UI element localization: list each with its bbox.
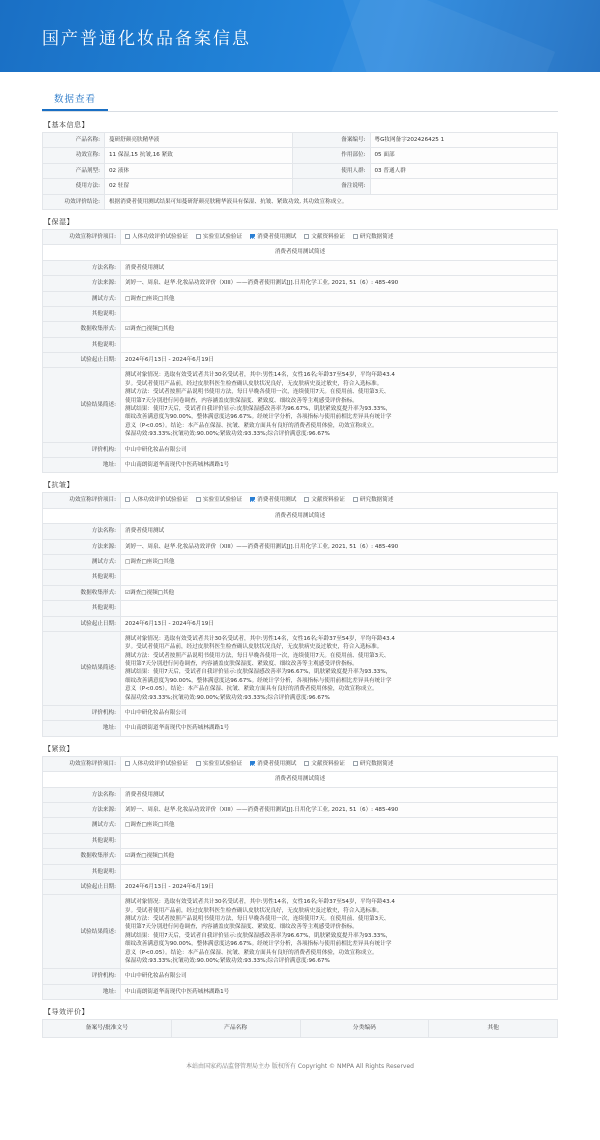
checkbox-label: 实验室试验验证 bbox=[202, 497, 243, 504]
tab-data-view[interactable]: 数据查看 bbox=[42, 88, 108, 111]
value-test-field: 2024年6月13日 - 2024年6月19日 bbox=[121, 616, 558, 631]
checkbox-icon[interactable] bbox=[353, 761, 358, 766]
label-test-field: 其他说明: bbox=[43, 306, 121, 321]
value-test-field: 刘婷一、周泉、赵华.化妆品功效评价（XIII）——消费者使用测试[J].日用化学工业, 2021, 51（6）: 485-490 bbox=[121, 539, 558, 554]
col-record-number: 备案号/批准文号 bbox=[43, 1020, 172, 1038]
value-test-field: 2024年6月13日 - 2024年6月19日 bbox=[121, 879, 558, 894]
table-row bbox=[43, 570, 558, 585]
section-title-efficacy: 【抗皱】 bbox=[44, 481, 74, 490]
value-test-field: ☑调查□视频□其他 bbox=[121, 322, 558, 337]
result-line: 测试方法：受试者按照产品说明书使用方法，每日早晚各使用一次，连续使用7天。在使用前、使用第3天、 bbox=[125, 916, 390, 923]
label-record-number: 备案编号: bbox=[292, 133, 370, 148]
label-eval-org: 评价机构: bbox=[43, 706, 121, 721]
checkbox-option[interactable] bbox=[125, 761, 188, 767]
value-efficacy-claim: 11 保湿,15 抗皱,16 紧致 bbox=[105, 148, 293, 163]
label-test-field: 方法来源: bbox=[43, 802, 121, 817]
label-efficacy-conclusion: 功效评价结论: bbox=[43, 194, 105, 209]
table-row bbox=[43, 245, 558, 260]
col-category-code: 分类编码 bbox=[300, 1020, 429, 1038]
table-row bbox=[43, 539, 558, 554]
checkbox-label: 人体功效评价试验验证 bbox=[132, 760, 188, 767]
efficacy-table bbox=[42, 756, 558, 1000]
label-test-field: 其他说明: bbox=[43, 601, 121, 616]
checkbox-option[interactable] bbox=[304, 761, 345, 767]
value-eval-address: 中山南朗街道华南现代中医药城林湖路1号 bbox=[121, 984, 558, 999]
table-row bbox=[43, 818, 558, 833]
label-test-field: 数据收集形式: bbox=[43, 585, 121, 600]
label-result-summary: 试验结果简述: bbox=[43, 631, 121, 705]
checkbox-icon[interactable] bbox=[250, 234, 255, 239]
table-row bbox=[43, 194, 558, 209]
value-result-summary bbox=[121, 631, 558, 705]
table-row bbox=[43, 524, 558, 539]
label-test-field: 试验起止日期: bbox=[43, 879, 121, 894]
table-header-row bbox=[43, 1020, 558, 1038]
table-row bbox=[43, 616, 558, 631]
efficacy-table bbox=[42, 229, 558, 473]
section-efficacy bbox=[42, 215, 558, 473]
checkbox-icon[interactable] bbox=[250, 497, 255, 502]
label-test-field: 数据收集形式: bbox=[43, 322, 121, 337]
label-remark: 备注说明: bbox=[292, 179, 370, 194]
result-line: 岁。受试者使用产品前，经过皮肤科医生检查确认皮肤状况良好，无皮肤病史及过敏史，符合入选标准。 bbox=[125, 644, 383, 651]
result-line: 测试对象情况：选取有效受试者共计30名受试者，其中:男性14名，女性16名;年龄37至54岁，平均年龄43.4 bbox=[125, 899, 395, 906]
checkbox-label: 文献资料验证 bbox=[311, 497, 345, 504]
efficacy-sections bbox=[42, 215, 558, 1000]
checkbox-label: 人体功效评价试验验证 bbox=[132, 497, 188, 504]
label-claim-items: 功效宣称评价项目: bbox=[43, 229, 121, 244]
label-eval-address: 地址: bbox=[43, 721, 121, 736]
label-usage-method: 使用方法: bbox=[43, 179, 105, 194]
result-line: 保湿功效:93.33%;抗皱功效:90.00%;紧致功效:93.33%;综合评价满意度:96.67% bbox=[125, 431, 330, 438]
result-line: 意义（P<0.05）。结论：本产品在保湿、抗皱、紧致方面具有良好的消费者使用体验，功效宣称成立。 bbox=[125, 949, 378, 956]
value-test-field bbox=[121, 601, 558, 616]
table-row bbox=[43, 322, 558, 337]
value-test-field bbox=[121, 864, 558, 879]
value-test-field bbox=[121, 570, 558, 585]
result-line: 岁。受试者使用产品前，经过皮肤科医生检查确认皮肤状况良好，无皮肤病史及过敏史，符合入选标准。 bbox=[125, 380, 383, 387]
result-line: 测试对象情况：选取有效受试者共计30名受试者，其中:男性14名，女性16名;年龄37至54岁，平均年龄43.4 bbox=[125, 635, 395, 642]
table-row bbox=[43, 133, 558, 148]
table-row bbox=[43, 969, 558, 984]
checkbox-icon[interactable] bbox=[125, 497, 130, 502]
result-line: 细纹改善满意度为90.00%，整体满意度达96.67%。经统计学分析，各项指标与使用前相比差异具有统计学 bbox=[125, 677, 392, 684]
table-row bbox=[43, 756, 558, 771]
value-claim-items bbox=[121, 493, 558, 508]
checkbox-icon[interactable] bbox=[250, 761, 255, 766]
checkbox-icon[interactable] bbox=[304, 761, 309, 766]
section-basic-info bbox=[42, 118, 558, 210]
value-test-field: 2024年6月13日 - 2024年6月19日 bbox=[121, 353, 558, 368]
result-line: 使用第7天分别进行问卷调查，内容涵盖皮肤保湿度、紧致度、细纹改善等主观感受评价指标。 bbox=[125, 661, 358, 668]
checkbox-option[interactable] bbox=[353, 234, 394, 240]
value-usage-method: 02 驻留 bbox=[105, 179, 293, 194]
consumer-test-heading: 消费者使用测试简述 bbox=[43, 245, 558, 260]
result-line: 测试方法：受试者按照产品说明书使用方法，每日早晚各使用一次，连续使用7天。在使用前、使用第3天、 bbox=[125, 652, 390, 659]
page-title: 国产普通化妆品备案信息 bbox=[42, 28, 251, 49]
result-line: 测试结果：使用7天后，受试者自我评价显示:皮肤保湿感改善率为96.67%，肌肤紧致度提升率为93.33%， bbox=[125, 932, 392, 939]
section-efficacy bbox=[42, 742, 558, 1000]
checkbox-option[interactable] bbox=[196, 497, 242, 503]
result-line: 意义（P<0.05）。结论：本产品在保湿、抗皱、紧致方面具有良好的消费者使用体验，功效宣称成立。 bbox=[125, 422, 378, 429]
section-title-guide: 【导效评价】 bbox=[44, 1008, 89, 1017]
result-line: 意义（P<0.05）。结论：本产品在保湿、抗皱、紧致方面具有良好的消费者使用体验，功效宣称成立。 bbox=[125, 686, 378, 693]
checkbox-option[interactable] bbox=[125, 497, 188, 503]
checkbox-option[interactable] bbox=[196, 234, 242, 240]
result-line: 测试方法：受试者按照产品说明书使用方法，每日早晚各使用一次，连续使用7天。在使用前、使用第3天、 bbox=[125, 389, 390, 396]
checkbox-option[interactable] bbox=[196, 761, 242, 767]
section-title-basic: 【基本信息】 bbox=[44, 121, 89, 129]
label-test-field: 其他说明: bbox=[43, 570, 121, 585]
table-row bbox=[43, 337, 558, 352]
value-efficacy-conclusion: 根据消费者使用测试结果可知蔓研舒颜亮肤精华液具有保湿、抗皱、紧致功效, 其功效宣称成立。 bbox=[105, 194, 558, 209]
value-claim-items bbox=[121, 229, 558, 244]
table-row bbox=[43, 772, 558, 787]
table-row bbox=[43, 895, 558, 969]
value-dosage-form: 02 液体 bbox=[105, 163, 293, 178]
label-result-summary: 试验结果简述: bbox=[43, 368, 121, 442]
table-row bbox=[43, 879, 558, 894]
checkbox-icon[interactable] bbox=[304, 497, 309, 502]
table-row bbox=[43, 229, 558, 244]
result-line: 测试结果：使用7天后，受试者自我评价显示:皮肤保湿感改善率为96.67%，肌肤紧致度提升率为93.33%， bbox=[125, 406, 392, 413]
label-test-field: 其他说明: bbox=[43, 337, 121, 352]
table-row bbox=[43, 148, 558, 163]
checkbox-option[interactable] bbox=[125, 234, 188, 240]
page-footer: 本站由国家药品监督管理局主办 版权所有 Copyright © NMPA All Rights Reserved bbox=[0, 1047, 600, 1082]
table-row bbox=[43, 368, 558, 442]
checkbox-option[interactable] bbox=[304, 234, 345, 240]
label-efficacy-claim: 功效宣称: bbox=[43, 148, 105, 163]
checkbox-label: 消费者使用测试 bbox=[257, 233, 297, 240]
label-test-field: 测试方式: bbox=[43, 554, 121, 569]
value-test-field: 消费者使用测试 bbox=[121, 787, 558, 802]
guide-eval-table bbox=[42, 1019, 558, 1038]
label-claim-items: 功效宣称评价项目: bbox=[43, 756, 121, 771]
label-eval-address: 地址: bbox=[43, 984, 121, 999]
label-test-field: 方法名称: bbox=[43, 260, 121, 275]
table-row bbox=[43, 706, 558, 721]
value-application-site: 05 面部 bbox=[370, 148, 558, 163]
result-line: 使用第7天分别进行问卷调查，内容涵盖皮肤保湿度、紧致度、细纹改善等主观感受评价指标。 bbox=[125, 924, 358, 931]
table-row bbox=[43, 276, 558, 291]
result-line: 细纹改善满意度为90.00%，整体满意度达96.67%。经统计学分析，各项指标与使用前相比差异具有统计学 bbox=[125, 414, 392, 421]
table-row bbox=[43, 353, 558, 368]
value-test-field: 消费者使用测试 bbox=[121, 524, 558, 539]
label-test-field: 其他说明: bbox=[43, 864, 121, 879]
checkbox-label: 消费者使用测试 bbox=[257, 497, 297, 504]
col-product-name: 产品名称 bbox=[171, 1020, 300, 1038]
label-claim-items: 功效宣称评价项目: bbox=[43, 493, 121, 508]
value-remark bbox=[370, 179, 558, 194]
value-result-summary bbox=[121, 368, 558, 442]
value-test-field bbox=[121, 337, 558, 352]
checkbox-label: 文献资料验证 bbox=[311, 233, 345, 240]
table-row bbox=[43, 864, 558, 879]
checkbox-icon[interactable] bbox=[196, 761, 201, 766]
result-line: 使用第7天分别进行问卷调查，内容涵盖皮肤保湿度、紧致度、细纹改善等主观感受评价指标。 bbox=[125, 397, 358, 404]
label-eval-org: 评价机构: bbox=[43, 969, 121, 984]
value-test-field: □调查□座谈□其他 bbox=[121, 818, 558, 833]
checkbox-option[interactable] bbox=[353, 761, 394, 767]
value-eval-org: 中山中研化妆品有限公司 bbox=[121, 706, 558, 721]
label-test-field: 测试方式: bbox=[43, 818, 121, 833]
checkbox-label: 消费者使用测试 bbox=[257, 760, 297, 767]
value-eval-org: 中山中研化妆品有限公司 bbox=[121, 442, 558, 457]
checkbox-icon[interactable] bbox=[353, 234, 358, 239]
label-application-site: 作用部位: bbox=[292, 148, 370, 163]
checkbox-option[interactable] bbox=[250, 761, 296, 767]
table-row bbox=[43, 508, 558, 523]
value-eval-address: 中山南朗街道华南现代中医药城林湖路1号 bbox=[121, 457, 558, 472]
checkbox-option[interactable] bbox=[353, 497, 394, 503]
checkbox-icon[interactable] bbox=[125, 234, 130, 239]
section-guide-eval bbox=[42, 1005, 558, 1042]
result-line: 保湿功效:93.33%;抗皱功效:90.00%;紧致功效:93.33%;综合评价满意度:96.67% bbox=[125, 694, 330, 701]
result-line: 岁。受试者使用产品前，经过皮肤科医生检查确认皮肤状况良好，无皮肤病史及过敏史，符合入选标准。 bbox=[125, 907, 383, 914]
section-title-efficacy: 【紧致】 bbox=[44, 744, 74, 753]
table-row bbox=[43, 457, 558, 472]
checkbox-label: 研究数据简述 bbox=[359, 760, 394, 767]
table-row bbox=[43, 849, 558, 864]
table-row bbox=[43, 442, 558, 457]
table-row bbox=[43, 802, 558, 817]
table-row bbox=[43, 984, 558, 999]
label-test-field: 方法来源: bbox=[43, 539, 121, 554]
value-result-summary bbox=[121, 895, 558, 969]
checkbox-icon[interactable] bbox=[353, 497, 358, 502]
table-row bbox=[43, 601, 558, 616]
value-test-field: □调查□座谈□其他 bbox=[121, 291, 558, 306]
checkbox-label: 文献资料验证 bbox=[311, 760, 345, 767]
result-line: 保湿功效:93.33%;抗皱功效:90.00%;紧致功效:93.33%;综合评价满意度:96.67% bbox=[125, 958, 330, 965]
checkbox-label: 实验室试验验证 bbox=[202, 233, 243, 240]
checkbox-icon[interactable] bbox=[196, 234, 201, 239]
result-line: 测试对象情况：选取有效受试者共计30名受试者，其中:男性14名，女性16名;年龄37至54岁，平均年龄43.4 bbox=[125, 372, 395, 379]
value-test-field: ☑调查□视频□其他 bbox=[121, 849, 558, 864]
page-header bbox=[0, 0, 600, 72]
table-row bbox=[43, 260, 558, 275]
result-line: 细纹改善满意度为90.00%，整体满意度达96.67%。经统计学分析，各项指标与使用前相比差异具有统计学 bbox=[125, 941, 392, 948]
value-product-name: 蔓研舒颜亮肤精华液 bbox=[105, 133, 293, 148]
label-user-group: 使用人群: bbox=[292, 163, 370, 178]
value-test-field: ☑调查□视频□其他 bbox=[121, 585, 558, 600]
table-row bbox=[43, 787, 558, 802]
label-test-field: 方法名称: bbox=[43, 524, 121, 539]
result-line: 测试结果：使用7天后，受试者自我评价显示:皮肤保湿感改善率为96.67%，肌肤紧致度提升率为93.33%， bbox=[125, 669, 392, 676]
col-other: 其他 bbox=[429, 1020, 558, 1038]
consumer-test-heading: 消费者使用测试简述 bbox=[43, 772, 558, 787]
table-row bbox=[43, 291, 558, 306]
label-test-field: 方法来源: bbox=[43, 276, 121, 291]
section-efficacy bbox=[42, 478, 558, 736]
basic-info-table bbox=[42, 132, 558, 210]
value-record-number: 粤G妆网备字202426425 1 bbox=[370, 133, 558, 148]
checkbox-option[interactable] bbox=[250, 234, 296, 240]
table-row bbox=[43, 554, 558, 569]
checkbox-option[interactable] bbox=[250, 497, 296, 503]
value-test-field: 刘婷一、周泉、赵华.化妆品功效评价（XIII）——消费者使用测试[J].日用化学工业, 2021, 51（6）: 485-490 bbox=[121, 276, 558, 291]
label-dosage-form: 产品剂型: bbox=[43, 163, 105, 178]
value-test-field bbox=[121, 833, 558, 848]
checkbox-option[interactable] bbox=[304, 497, 345, 503]
label-test-field: 试验起止日期: bbox=[43, 616, 121, 631]
checkbox-label: 研究数据简述 bbox=[359, 497, 394, 504]
value-eval-org: 中山中研化妆品有限公司 bbox=[121, 969, 558, 984]
checkbox-icon[interactable] bbox=[196, 497, 201, 502]
table-row bbox=[43, 179, 558, 194]
table-row bbox=[43, 306, 558, 321]
value-test-field: □调查□座谈□其他 bbox=[121, 554, 558, 569]
checkbox-label: 人体功效评价试验验证 bbox=[132, 233, 188, 240]
value-eval-address: 中山南朗街道华南现代中医药城林湖路1号 bbox=[121, 721, 558, 736]
label-result-summary: 试验结果简述: bbox=[43, 895, 121, 969]
value-user-group: 03 普通人群 bbox=[370, 163, 558, 178]
label-eval-org: 评价机构: bbox=[43, 442, 121, 457]
consumer-test-heading: 消费者使用测试简述 bbox=[43, 508, 558, 523]
value-test-field bbox=[121, 306, 558, 321]
label-product-name: 产品名称: bbox=[43, 133, 105, 148]
value-test-field: 刘婷一、周泉、赵华.化妆品功效评价（XIII）——消费者使用测试[J].日用化学工业, 2021, 51（6）: 485-490 bbox=[121, 802, 558, 817]
label-test-field: 试验起止日期: bbox=[43, 353, 121, 368]
efficacy-table bbox=[42, 492, 558, 736]
label-test-field: 方法名称: bbox=[43, 787, 121, 802]
table-row bbox=[43, 163, 558, 178]
checkbox-label: 研究数据简述 bbox=[359, 233, 394, 240]
table-row bbox=[43, 721, 558, 736]
value-claim-items bbox=[121, 756, 558, 771]
tab-bar bbox=[42, 86, 558, 112]
label-test-field: 其他说明: bbox=[43, 833, 121, 848]
table-row bbox=[43, 833, 558, 848]
label-test-field: 数据收集形式: bbox=[43, 849, 121, 864]
checkbox-icon[interactable] bbox=[125, 761, 130, 766]
table-row bbox=[43, 493, 558, 508]
label-eval-address: 地址: bbox=[43, 457, 121, 472]
checkbox-label: 实验室试验验证 bbox=[202, 760, 243, 767]
label-test-field: 测试方式: bbox=[43, 291, 121, 306]
checkbox-icon[interactable] bbox=[304, 234, 309, 239]
value-test-field: 消费者使用测试 bbox=[121, 260, 558, 275]
content-wrapper bbox=[0, 72, 600, 1042]
table-row bbox=[43, 631, 558, 705]
table-row bbox=[43, 585, 558, 600]
section-title-efficacy: 【保湿】 bbox=[44, 217, 74, 226]
